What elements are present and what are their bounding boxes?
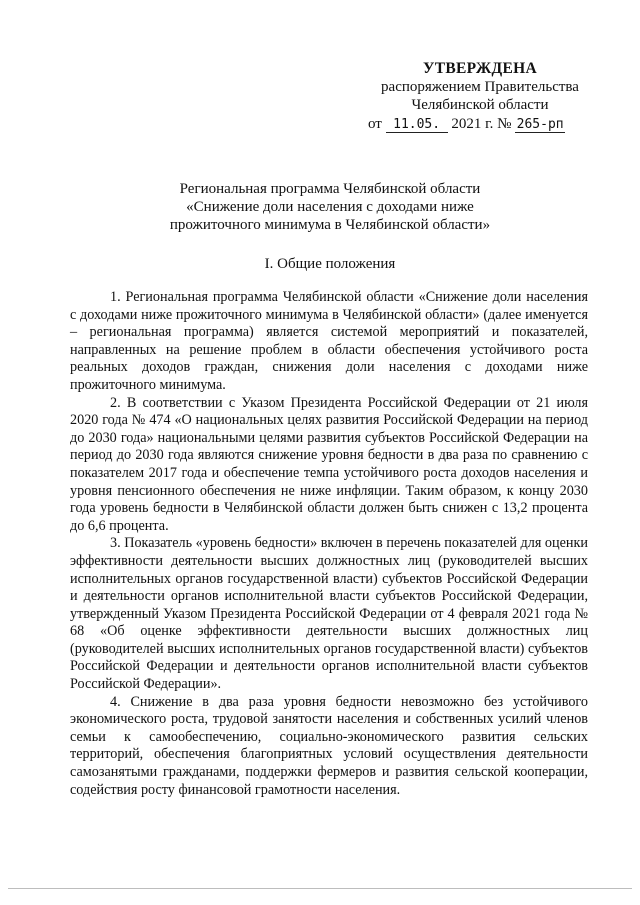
paragraph-1: 1. Региональная программа Челябинской области «Снижение доли населения с доходами ниже прожиточного минимума в Челябинской области» (далее именуется – региональная программа) является системой мероприятий и показателей, направленных на решение проблем в области обеспечения устойчивого роста реальных доходов граждан, снижения доли населения с доходами ниже прожиточного минимума. [70,289,588,393]
approval-stamp [360,60,600,133]
date-field: 11.05. [386,118,448,133]
paragraph-4: 4. Снижение в два раза уровня бедности невозможно без устойчивого экономического роста, трудовой занятости населения и собственных усилий членов семьи к самообеспечению, социально-экономического развития сельских территорий, обеспечения благоприятных условий осуществления деятельности самозанятыми гражданами, поддержки фермеров и развития сельской кооперации, содействия росту финансовой грамотности населения. [70,693,588,798]
page-bottom-rule [8,888,632,889]
approval-heading: УТВЕРЖДЕНА [423,60,537,77]
approval-line-1: распоряжением Правительства [381,79,579,95]
date-prefix: от [368,116,382,132]
title-line-2: «Снижение доли населения с доходами ниже [186,199,474,215]
year-number-label: 2021 г. № [451,116,512,132]
title-line-3: прожиточного минимума в Челябинской области» [169,217,491,233]
number-field: 265-рп [516,117,564,132]
section-heading: I. Общие положения [264,256,396,272]
approval-line-2: Челябинской области [411,97,549,113]
approval-date-line [360,115,600,133]
program-title [120,180,540,234]
title-line-1: Региональная программа Челябинской области [179,181,481,197]
paragraph-2: 2. В соответствии с Указом Президента Российской Федерации от 21 июля 2020 года № 474 «О национальных целях развития Российской Федерации на период до 2030 года» национальными целями развития субъектов Российской Федерации на период до 2030 года являются снижение уровня бедности в два раза по сравнению с показателем 2017 года и обеспечение темпа устойчивого роста доходов населения и уровня пенсионного обеспечения не ниже инфляции. Таким образом, к концу 2030 года уровень бедности в Челябинской области должен быть снижен с 13,2 процента до 6,6 процента. [70,394,588,534]
paragraph-3: 3. Показатель «уровень бедности» включен в перечень показателей для оценки эффективности деятельности высших должностных лиц (руководителей высших исполнительных органов государственной власти) субъектов Российской Федерации и деятельности органов исполнительной власти субъектов Российской Федерации, утвержденный Указом Президента Российской Федерации от 4 февраля 2021 года № 68 «Об оценке эффективности деятельности высших должностных лиц (руководителей высших исполнительных органов государственной власти) субъектов Российской Федерации и деятельности органов исполнительной власти субъектов Российской Федерации». [70,535,588,693]
document-body [70,289,588,799]
